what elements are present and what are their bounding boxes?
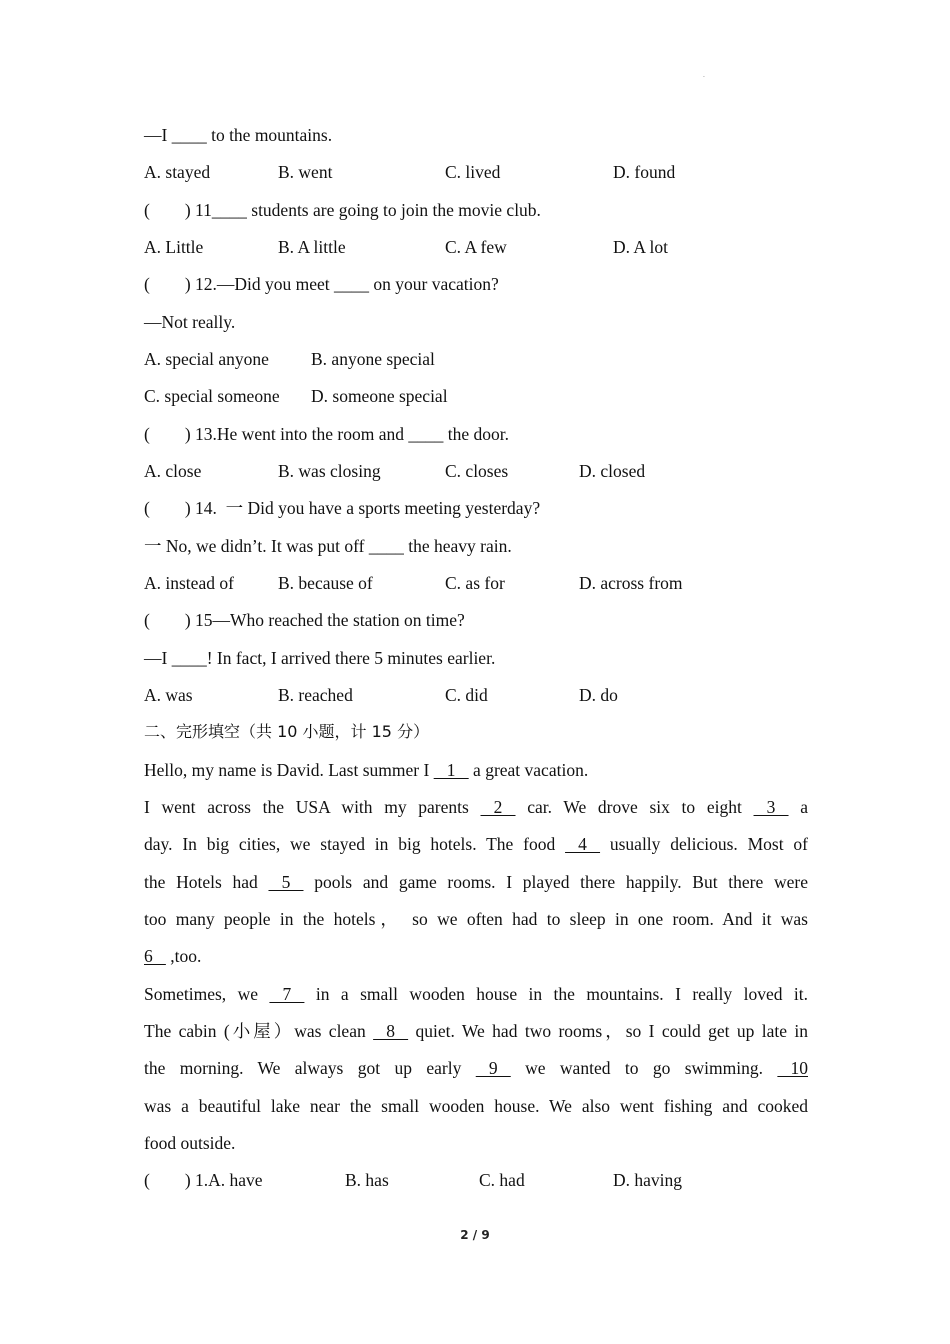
passage-text: Hello, my name is David. Last summer I	[144, 760, 434, 780]
passage-text: we wanted to go swimming.	[510, 1058, 778, 1078]
passage-line-2	[144, 796, 808, 818]
passage-text: the Hotels had	[144, 872, 269, 892]
q11-option-a: A. Little	[144, 237, 204, 257]
passage-text: Sometimes, we	[144, 984, 270, 1004]
q14-question: ( ) 14. 一 Did you have a sports meeting yesterday?	[144, 498, 541, 518]
q14-option-c: C. as for	[445, 573, 505, 593]
q13-question: ( ) 13.He went into the room and ____ the door.	[144, 424, 510, 444]
q13-option-c: C. closes	[445, 461, 509, 481]
q13-option-b: B. was closing	[278, 461, 381, 481]
passage-text: The cabin (小屋）was clean	[144, 1021, 374, 1041]
cloze-q1-option-a: ( ) 1.A. have	[144, 1170, 263, 1190]
q10-option-d: D. found	[613, 162, 676, 182]
passage-text: pools and game rooms. I played there happily. But there were	[303, 872, 808, 892]
q11-option-c: C. A few	[445, 237, 507, 257]
blank-7: 7	[269, 984, 305, 1004]
blank-9: 9	[475, 1058, 511, 1078]
blank-1: 1	[433, 760, 469, 780]
cloze-q1-option-b: B. has	[345, 1170, 389, 1190]
passage-line-5: too many people in the hotels， so we often had to sleep in one room. And it was	[144, 909, 808, 929]
passage-line-9	[144, 1057, 808, 1079]
q12-reply: —Not really.	[144, 312, 236, 332]
passage-text: in a small wooden house in the mountains. I really loved it.	[304, 984, 809, 1004]
q11-question: ( ) 11____ students are going to join the movie club.	[144, 200, 541, 220]
passage-text: day. In big cities, we stayed in big hotels. The food	[144, 834, 566, 854]
q15-option-c: C. did	[445, 685, 488, 705]
blank-8: 8	[373, 1021, 409, 1041]
section-heading-cloze: 二、完形填空（共 10 小题，计 15 分）	[144, 722, 430, 741]
q14-option-a: A. instead of	[144, 573, 234, 593]
blank-2: 2	[480, 797, 516, 817]
passage-line-8	[144, 1020, 808, 1042]
cloze-q1-option-d: D. having	[613, 1170, 683, 1190]
q12-option-b: B. anyone special	[311, 349, 435, 369]
q10-option-a: A. stayed	[144, 162, 211, 182]
dot-mark: .	[703, 72, 705, 79]
q12-question: ( ) 12.—Did you meet ____ on your vacation?	[144, 274, 499, 294]
q13-option-d: D. closed	[579, 461, 646, 481]
passage-text: a great vacation.	[468, 760, 589, 780]
passage-text: usually delicious. Most of	[600, 834, 809, 854]
q14-option-b: B. because of	[278, 573, 373, 593]
q11-option-b: B. A little	[278, 237, 346, 257]
q15-question: ( ) 15—Who reached the station on time?	[144, 610, 465, 630]
passage-text: the morning. We always got up early	[144, 1058, 476, 1078]
passage-text: I went across the USA with my parents	[144, 797, 481, 817]
blank-6: 6	[144, 946, 166, 966]
passage-line-7	[144, 983, 808, 1005]
q11-option-d: D. A lot	[613, 237, 668, 257]
passage-text: car. We drove six to eight	[515, 797, 754, 817]
q12-option-c: C. special someone	[144, 386, 280, 406]
q10-option-b: B. went	[278, 162, 333, 182]
q10-option-c: C. lived	[445, 162, 501, 182]
passage-line-1	[144, 759, 588, 781]
passage-line-3	[144, 833, 808, 855]
blank-10: 10	[777, 1058, 808, 1078]
passage-line-10: was a beautiful lake near the small wooden house. We also went fishing and cooked	[144, 1096, 808, 1116]
passage-text: ,too.	[165, 946, 202, 966]
blank-5: 5	[268, 872, 304, 892]
q15-option-a: A. was	[144, 685, 193, 705]
q15-option-b: B. reached	[278, 685, 353, 705]
passage-line-11: food outside.	[144, 1133, 236, 1153]
q14-reply: 一 No, we didn’t. It was put off ____ the heavy rain.	[144, 536, 512, 556]
q15-reply: —I ____! In fact, I arrived there 5 minutes earlier.	[144, 648, 496, 668]
q14-option-d: D. across from	[579, 573, 683, 593]
blank-4: 4	[565, 834, 601, 854]
q12-option-a: A. special anyone	[144, 349, 269, 369]
passage-text: a	[788, 797, 808, 817]
q13-option-a: A. close	[144, 461, 202, 481]
page-number: 2 / 9	[460, 1228, 490, 1242]
blank-3: 3	[753, 797, 789, 817]
q15-option-d: D. do	[579, 685, 618, 705]
q10-reply: —I ____ to the mountains.	[144, 125, 333, 145]
passage-text: quiet. We had two rooms，so I could get up late in	[408, 1021, 809, 1041]
q12-option-d: D. someone special	[311, 386, 448, 406]
passage-line-4	[144, 871, 808, 893]
cloze-q1-option-c: C. had	[479, 1170, 525, 1190]
passage-line-6	[144, 945, 201, 967]
